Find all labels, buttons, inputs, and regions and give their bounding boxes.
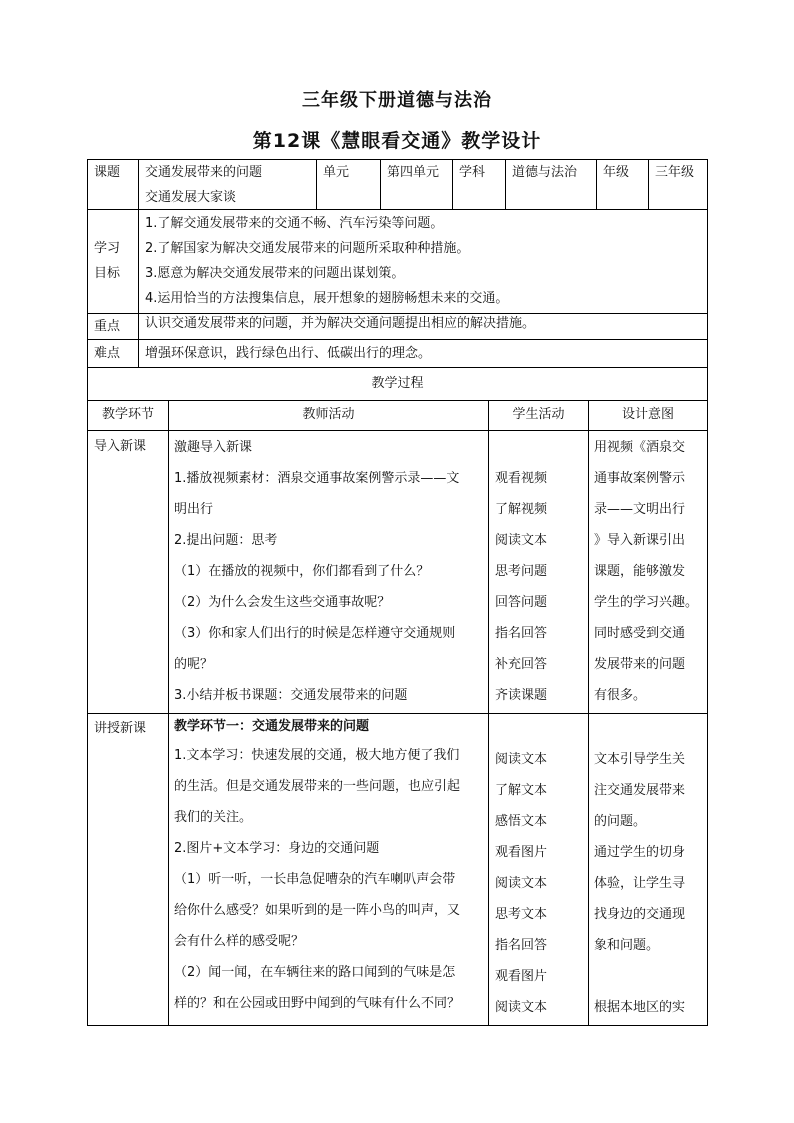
- unit-value: 第四单元: [387, 165, 440, 180]
- intro-design-intent: [594, 432, 706, 711]
- teacher-line: 给你什么感受？如果听到的是一阵小鸟的叫声，又: [174, 903, 461, 918]
- goals-label: [88, 236, 138, 286]
- stage-teaching: 讲授新课: [94, 721, 147, 736]
- student-line: 了解视频: [495, 502, 548, 517]
- student-line: 阅读文本: [495, 533, 548, 548]
- student-line: 思考问题: [495, 564, 548, 579]
- intent-line: 》导入新课引出: [594, 533, 686, 548]
- intent-line: 象和问题。: [594, 938, 660, 953]
- intro-teacher-activity: [174, 432, 486, 711]
- student-line: [495, 714, 587, 744]
- intent-line: 发展带来的问题: [594, 657, 686, 672]
- student-line: 阅读文本: [495, 1000, 548, 1015]
- intent-line: 体验，让学生寻: [594, 876, 686, 891]
- subject-label: 学科: [459, 165, 486, 180]
- intent-line: 录——文明出行: [594, 502, 686, 517]
- difficulty-text: 增强环保意识，践行绿色出行、低碳出行的理念。: [145, 346, 432, 361]
- intent-line: 课题，能够激发: [594, 564, 686, 579]
- student-line: 观看视频: [495, 471, 548, 486]
- col-header-stage: 教学环节: [101, 407, 154, 422]
- intent-line: 的问题。: [594, 814, 647, 829]
- goals-label-line-2: 目标: [94, 266, 121, 281]
- intent-line: 通过学生的切身: [594, 845, 686, 860]
- teacher-line: 2.提出问题：思考: [174, 533, 278, 548]
- student-line: 齐读课题: [495, 688, 548, 703]
- teacher-line: 样的？和在公园或田野中闻到的气味有什么不同？: [174, 996, 461, 1011]
- student-line: 回答问题: [495, 595, 548, 610]
- teaching-teacher-activity: [174, 714, 486, 1019]
- student-line: [495, 432, 587, 463]
- intent-line: 用视频《酒泉交: [594, 440, 686, 455]
- student-line: 思考文本: [495, 907, 548, 922]
- teacher-line: 的生活。但是交通发展带来的一些问题，也应引起: [174, 779, 461, 794]
- intent-line: [594, 961, 706, 992]
- intent-line: 同时感受到交通: [594, 626, 686, 641]
- intent-line: [594, 714, 706, 744]
- teacher-line: 3.小结并板书课题：交通发展带来的问题: [174, 688, 408, 703]
- key-text: 认识交通发展带来的问题，并为解决交通问题提出相应的解决措施。: [145, 316, 536, 331]
- teacher-line: 2.图片+文本学习：身边的交通问题: [174, 841, 380, 856]
- topic-value: [139, 160, 316, 210]
- subject-value: 道德与法治: [512, 165, 578, 180]
- teacher-line: 1.播放视频素材：酒泉交通事故案例警示录——文: [174, 471, 460, 486]
- lesson-title: 第12课《慧眼看交通》教学设计: [252, 130, 542, 152]
- col-header-intent: 设计意图: [621, 407, 674, 422]
- teacher-line: （2）为什么会发生这些交通事故呢？: [174, 595, 391, 610]
- intent-line: 根据本地区的实: [594, 1000, 686, 1015]
- intent-line: 学生的学习兴趣。: [594, 595, 699, 610]
- student-line: 感悟文本: [495, 814, 548, 829]
- teacher-line-heading: 教学环节一：交通发展带来的问题: [174, 719, 370, 734]
- teacher-line: 会有什么样的感受呢？: [174, 934, 305, 949]
- intent-line: 有很多。: [594, 688, 647, 703]
- col-header-teacher: 教师活动: [302, 407, 355, 422]
- teacher-line: 1.文本学习：快速发展的交通，极大地方便了我们: [174, 748, 460, 763]
- teaching-design-intent: [594, 714, 706, 1023]
- student-line: 阅读文本: [495, 752, 548, 767]
- key-label: 重点: [94, 319, 121, 334]
- goal-item: 2.了解国家为解决交通发展带来的问题所采取种种措施。: [145, 241, 470, 256]
- intent-line: 通事故案例警示: [594, 471, 686, 486]
- grade-label: 年级: [603, 165, 630, 180]
- grade-value: 三年级: [655, 165, 695, 180]
- teaching-student-activity: [495, 714, 587, 1023]
- stage-intro: 导入新课: [94, 439, 147, 454]
- intent-line: 找身边的交通现: [594, 907, 686, 922]
- col-header-student: 学生活动: [512, 407, 565, 422]
- unit-label: 单元: [323, 165, 350, 180]
- student-line: 指名回答: [495, 938, 548, 953]
- intent-line: 注交通发展带来: [594, 783, 686, 798]
- teacher-line: 的呢？: [174, 657, 214, 672]
- teacher-line: （1）在播放的视频中，你们都看到了什么？: [174, 564, 430, 579]
- intent-line: 文本引导学生关: [594, 752, 686, 767]
- topic-label: 课题: [94, 165, 121, 180]
- goals-list: [139, 211, 707, 311]
- teacher-line: 激趣导入新课: [174, 440, 253, 455]
- goals-label-line-1: 学习: [94, 241, 121, 256]
- student-line: 观看图片: [495, 845, 548, 860]
- student-line: 阅读文本: [495, 876, 548, 891]
- goal-item: 1.了解交通发展带来的交通不畅、汽车污染等问题。: [145, 216, 444, 231]
- process-heading: 教学过程: [371, 376, 424, 391]
- topic-line-2: 交通发展大家谈: [145, 190, 237, 205]
- goal-item: 3.愿意为解决交通发展带来的问题出谋划策。: [145, 266, 405, 281]
- topic-line-1: 交通发展带来的问题: [145, 165, 263, 180]
- teacher-line: （1）听一听，一长串急促嘈杂的汽车喇叭声会带: [174, 872, 456, 887]
- teacher-line: 明出行: [174, 502, 214, 517]
- student-line: 观看图片: [495, 969, 548, 984]
- student-line: 了解文本: [495, 783, 548, 798]
- teacher-line: 我们的关注。: [174, 810, 253, 825]
- teacher-line: （2）闻一闻，在车辆往来的路口闻到的气味是怎: [174, 965, 456, 980]
- intro-student-activity: [495, 432, 587, 711]
- teacher-line: （3）你和家人们出行的时候是怎样遵守交通规则: [174, 626, 456, 641]
- difficulty-label: 难点: [94, 346, 121, 361]
- student-line: 补充回答: [495, 657, 548, 672]
- document-title: 三年级下册道德与法治: [302, 90, 492, 111]
- student-line: 指名回答: [495, 626, 548, 641]
- goal-item: 4.运用恰当的方法搜集信息，展开想象的翅膀畅想未来的交通。: [145, 291, 509, 306]
